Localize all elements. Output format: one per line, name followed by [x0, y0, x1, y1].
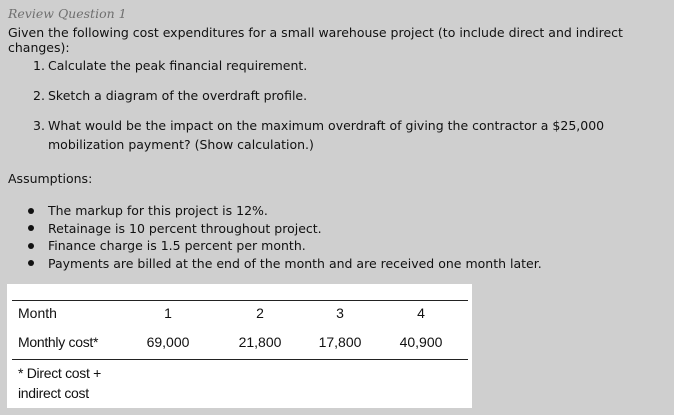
table-footnote	[18, 363, 101, 403]
month-4-cost: 40,900	[399, 334, 443, 350]
bullet-icon	[28, 208, 34, 214]
question-number: 2.	[33, 88, 45, 103]
question-number: 3.	[33, 118, 45, 133]
question-item	[33, 56, 663, 75]
month-2-cost: 21,800	[238, 334, 282, 350]
month-2-header: 2	[256, 305, 264, 321]
question-item	[33, 116, 663, 154]
assumption-item	[28, 202, 542, 220]
bullet-icon	[28, 243, 34, 249]
intro-text: Given the following cost expenditures for a small warehouse project (to include direct and indirect changes):	[8, 25, 623, 55]
bullet-icon	[28, 225, 34, 231]
assumption-item	[28, 220, 542, 238]
assumption-item	[28, 237, 542, 255]
month-1-cost: 69,000	[146, 334, 190, 350]
question-list	[33, 56, 663, 165]
footnote-line: indirect cost	[18, 385, 89, 401]
assumption-text: Finance charge is 1.5 percent per month.	[48, 238, 306, 254]
month-1-header: 1	[164, 305, 172, 321]
table-bottom-rule	[12, 359, 468, 360]
question-text: What would be the impact on the maximum overdraft of giving the contractor a $25,000 mobilization payment? (Show calculation.)	[48, 118, 605, 152]
question-text: Sketch a diagram of the overdraft profile.	[48, 88, 308, 103]
question-number: 1.	[33, 58, 45, 73]
footnote-line: * Direct cost +	[18, 365, 102, 381]
monthly-cost-label: Monthly cost*	[18, 334, 99, 350]
question-text: Calculate the peak financial requirement.	[48, 58, 308, 73]
assumption-text: Retainage is 10 percent throughout project.	[48, 220, 322, 236]
bullet-icon	[28, 260, 34, 266]
question-item	[33, 86, 663, 105]
assumption-text: The markup for this project is 12%.	[48, 203, 268, 219]
table-top-rule	[12, 300, 468, 301]
month-header-label: Month	[18, 305, 57, 321]
assumptions-heading: Assumptions:	[8, 171, 93, 186]
assumptions-list	[28, 202, 542, 272]
review-question-title: Review Question 1	[8, 6, 127, 21]
month-3-cost: 17,800	[318, 334, 362, 350]
assumption-item	[28, 255, 542, 273]
month-4-header: 4	[417, 305, 425, 321]
month-3-header: 3	[336, 305, 344, 321]
cost-table	[7, 284, 472, 408]
assumption-text: Payments are billed at the end of the month and are received one month later.	[48, 255, 542, 271]
